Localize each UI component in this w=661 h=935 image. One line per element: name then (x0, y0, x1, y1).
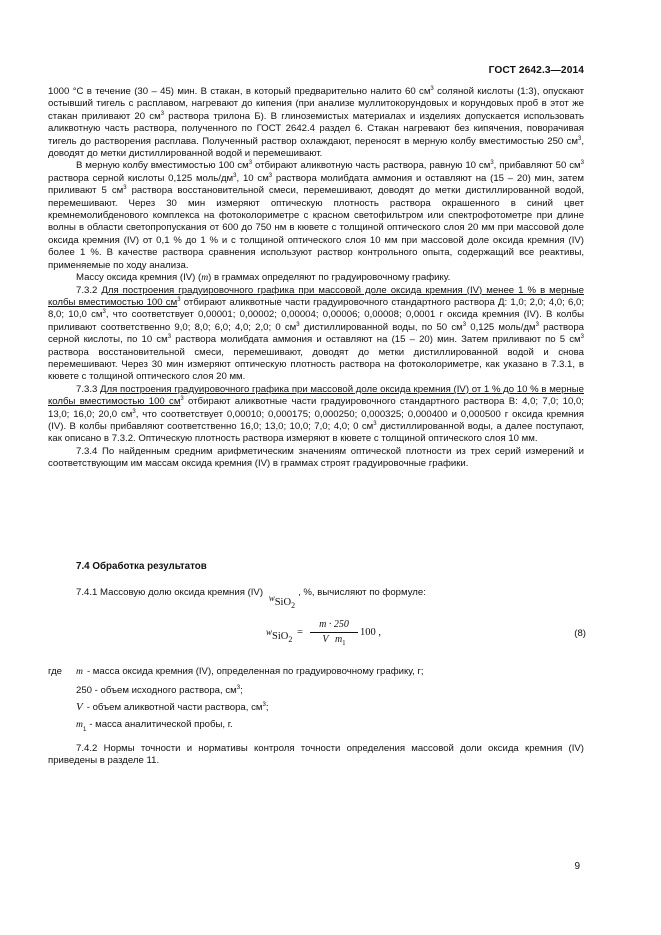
definition-m1: $m_1$ - масса аналитической пробы, г. (76, 719, 233, 733)
formula-lhs: wSiO$_2$ = (266, 627, 303, 644)
formula-numerator: m · 250 (310, 619, 358, 633)
inline-symbol-w-sio2: wSiO$_2$ (268, 593, 296, 610)
formula-8 (266, 617, 586, 657)
paragraph-7-3-3: 7.3.3 Для построения градуировочного графика при массовой доле оксида кремния (IV) от 1 % до 10 % в мерные колбы вместимостью 100 $см^3$ отбирают аликвотные части градуировочного стандартного раствора В: 4,0; 7,0; 10,0; 13,0; 16,0; 20,0 $см^3$, что соответствует 0,00010; 0,000175; 0,000250; 0,000325; 0,000400 и 0,000500 г оксида кремния (IV). В колбы прибавляют соответственно 16,0; 13,0; 10,0; 7,0; 4,0; 0 $см^3$ дистиллированной воды, а далее поступают, как описано в 7.3.2. Оптическую плотность раствора измеряют в кювете с толщиной оптического слоя 10 мм. (48, 383, 584, 445)
document-header: ГОСТ 2642.3—2014 (488, 65, 584, 76)
paragraph-dissolution: 1000 °С в течение (30 – 45) мин. В стакан, в который предварительно налито 60 $см^3$ соляной кислоты (1:3), опускают остывший тигель с расплавом, нагревают до кипения (при анализе муллитокорундовых и корундовых проб в этот же стакан приливают 20 $см^3$ раствора трилона Б). В глиноземистых материалах и изделиях допускается использовать аликвотную часть раствора, полученного по ГОСТ 2642.4 раздел 6. Стакан нагревают без кипячения, поворачивая тигель до растворения расплава. Полученный раствор охлаждают, переносят в мерную колбу вместимостью 250 $см^3$, доводят до метки дистиллированной водой и перемешивают. (48, 86, 585, 160)
definition-m: m - масса оксида кремния (IV), определенная по градуировочному графику, г; (76, 666, 424, 677)
paragraph-7-4-2: 7.4.2 Нормы точности и нормативы контроля точности определения массовой доли оксида кремния (IV) приведены в разделе 11. (48, 743, 584, 767)
formula-denominator: V $m_1$ (322, 634, 346, 648)
paragraph-7-3-4: 7.3.4 По найденным средним арифметическим значениям оптической плотности из трех серий измерений и соответствующим им массам оксида кремния (IV) в граммах строят градуировочные графики. (48, 445, 584, 470)
definition-v: V - объем аликвотной части раствора, $см^3$; (76, 701, 269, 713)
section-title: 7.4 Обработка результатов (76, 561, 207, 572)
formula-factor: 100 , (360, 627, 381, 638)
definition-250: 250 - объем исходного раствора, $см^3$; (76, 685, 243, 696)
body-text (48, 86, 584, 471)
formula-fraction (310, 619, 358, 650)
where-label: где (48, 666, 63, 677)
paragraph-7-3-2: 7.3.2 Для построения градуировочного графика при массовой доле оксида кремния (IV) менее 1 % в мерные колбы вместимостью 100 $см^3$ отбирают аликвотные части градуировочного стандартного раствора Д: 1,0; 2,0; 4,0; 6,0; 8,0; 10,0 $см^3$, что соответствует 0,00001; 0,00002; 0,00004; 0,00006; 0,00008; 0,0001 г оксида кремния (IV). В колбы приливают соответственно 9,0; 8,0; 6,0; 4,0; 2,0; 0 $см^3$ дистиллированной воды, по 50 $см^3$ 0,125 моль/$дм^3$ раствора серной кислоты, по 10 $см^3$ раствора молибдата аммония и оставляют на (15 – 20) мин. Затем приливают по 5 $см^3$ раствора восстановительной смеси, перемешивают, доводят до метки дистиллированной водой и снова перемешивают. Через 30 мин измеряют оптическую плотность раствора на фотоколориметре, как указано в 7.3.1, в кювете с толщиной оптического слоя 20 мм. (48, 284, 585, 383)
page-number: 9 (574, 861, 580, 872)
formula-number: (8) (574, 628, 586, 639)
paragraph-mass-determination: Массу оксида кремния (IV) (m) в граммах определяют по градуировочному графику. (76, 272, 451, 284)
paragraph-measurement: В мерную колбу вместимостью 100 $см^3$ отбирают аликвотную часть раствора, равную 10 $см^3$, прибавляют 50 $см^3$ раствора серной кислоты 0,125 моль/$дм^3$, 10 $см^3$ раствора молибдата аммония и оставляют на (15 – 20) мин, затем приливают 5 $см^3$ раствора восстановительной смеси, перемешивают, доводят до метки дистиллированной водой, перемешивают. Через 30 мин измеряют оптическую плотность раствора окрашенного в синий цвет кремнемолибденового комплекса на фотоколориметре с красном светофильтром или спектрофотометре при длине волны в области светопропускания от 600 до 750 нм в кювете с толщиной оптического слоя 20 мм при массовой доле оксида кремния (IV) от 0,1 % до 1 % и с толщиной оптического слоя 10 мм при массовой доле оксида кремния (IV) более 1 %. В качестве раствора сравнения используют раствор контрольного опыта, содержащий все реактивы, применяемые по ходу анализа. (48, 160, 585, 271)
formula-intro: 7.4.1 Массовую долю оксида кремния (IV) wSiO$_2$, %, вычисляют по формуле: (76, 587, 586, 612)
